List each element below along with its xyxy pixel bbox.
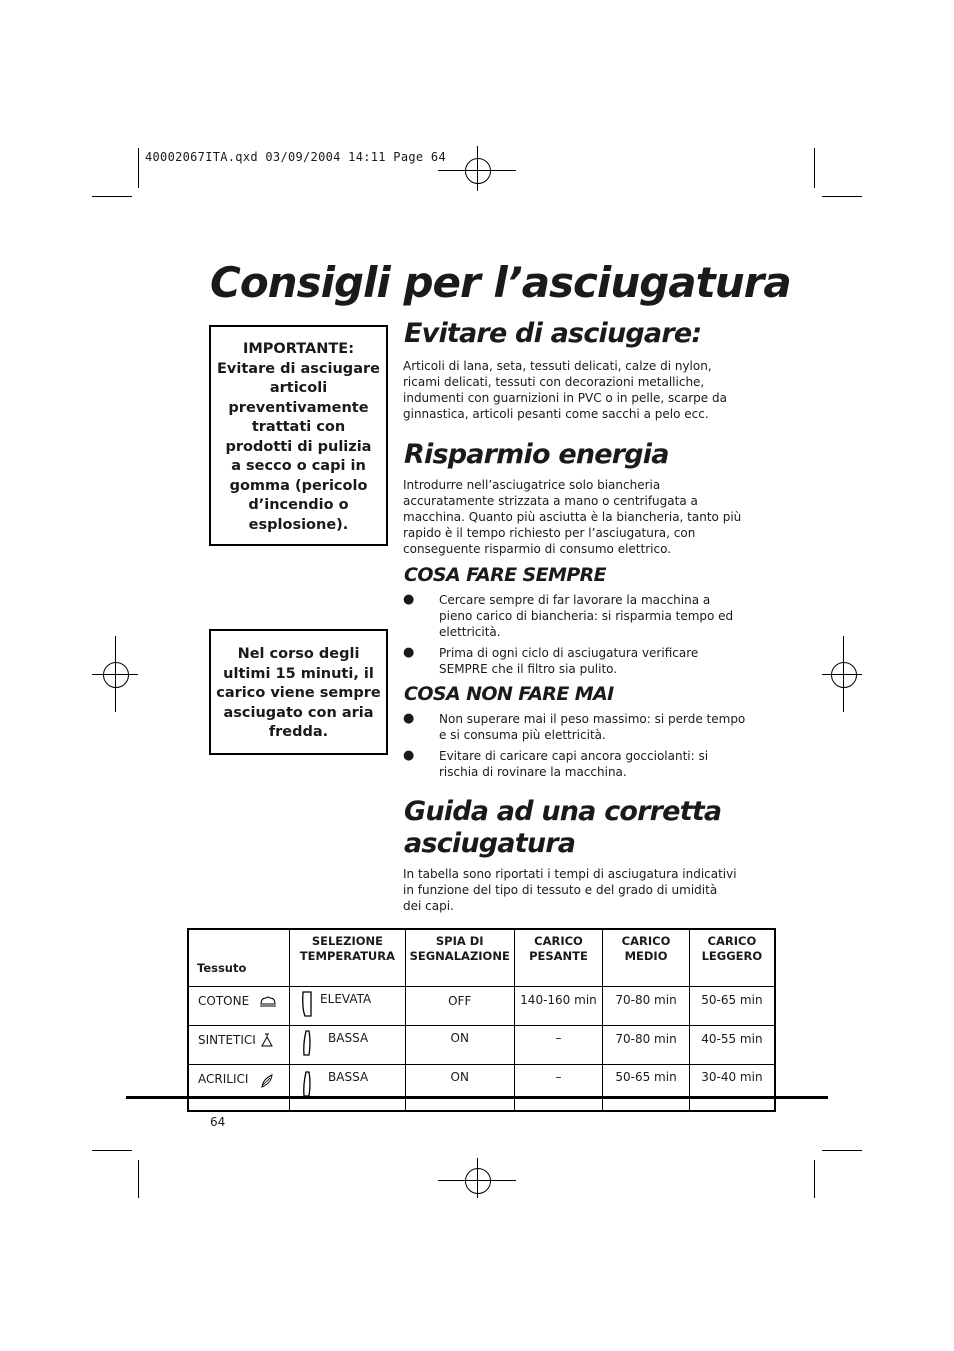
box-line: articoli bbox=[269, 380, 328, 396]
text-line: In tabella sono riportati i tempi di asciugatura indicativi bbox=[403, 867, 737, 881]
crop-mark bbox=[138, 148, 139, 188]
low-temperature-icon bbox=[300, 1071, 314, 1097]
avoid-paragraph bbox=[403, 358, 727, 422]
crop-mark bbox=[92, 1150, 132, 1151]
crop-mark bbox=[822, 1150, 862, 1151]
crop-mark bbox=[822, 196, 862, 197]
text-line: ginnastica, articoli pesanti come sacchi a pelo ecc. bbox=[403, 407, 709, 421]
guide-paragraph bbox=[403, 866, 737, 914]
drying-time-table bbox=[187, 928, 776, 1112]
column-header: SPIA DI SEGNALAZIONE bbox=[405, 929, 514, 987]
footer-rule bbox=[126, 1096, 828, 1099]
table-row bbox=[188, 1065, 775, 1112]
guide-heading bbox=[404, 796, 721, 860]
synthetic-care-icon bbox=[259, 1032, 275, 1048]
box-line: d’incendio o bbox=[248, 497, 349, 513]
box-line: gomma (pericolo bbox=[229, 477, 368, 494]
fabric-cell: SINTETICI bbox=[188, 1026, 290, 1065]
page-title: Consigli per l’asciugatura bbox=[210, 258, 791, 307]
crop-mark bbox=[814, 1160, 815, 1198]
fabric-cell: COTONE bbox=[188, 987, 290, 1026]
light-load-cell: 50-65 min bbox=[689, 987, 775, 1026]
table-row bbox=[188, 987, 775, 1026]
heading-line: asciugatura bbox=[404, 828, 576, 859]
text-line: Introdurre nell’asciugatrice solo biancheria bbox=[403, 478, 661, 492]
text-line: rapido è il tempo richiesto per l’asciugatura, con bbox=[403, 526, 696, 540]
light-load-cell: 30-40 min bbox=[689, 1065, 775, 1112]
box-line: Evitare di asciugare bbox=[217, 360, 380, 377]
box-line: asciugato con aria bbox=[223, 704, 374, 721]
avoid-heading: Evitare di asciugare: bbox=[404, 318, 702, 349]
never-heading: COSA NON FARE MAI bbox=[404, 683, 614, 705]
box-line: carico viene sempre bbox=[216, 685, 381, 701]
box-line: a secco o capi in bbox=[231, 458, 366, 474]
text-line: Cercare sempre di far lavorare la macchina a bbox=[439, 593, 711, 607]
column-header: CARICO MEDIO bbox=[603, 929, 690, 987]
acrylic-care-icon bbox=[259, 1073, 275, 1089]
lamp-cell: ON bbox=[405, 1065, 514, 1112]
text-line: Evitare di caricare capi ancora gocciolanti: si bbox=[439, 749, 709, 763]
text-line: rischia di rovinare la macchina. bbox=[439, 765, 627, 779]
light-load-cell: 40-55 min bbox=[689, 1026, 775, 1065]
lamp-cell: OFF bbox=[405, 987, 514, 1026]
medium-load-cell: 70-80 min bbox=[603, 987, 690, 1026]
medium-load-cell: 70-80 min bbox=[603, 1026, 690, 1065]
box-line: ultimi 15 minuti, il bbox=[223, 665, 374, 682]
temperature-cell: BASSA bbox=[290, 1026, 406, 1065]
column-header: CARICO PESANTE bbox=[514, 929, 603, 987]
text-line: accuratamente strizzata a mano o centrifugata a bbox=[403, 494, 698, 508]
text-line: ricami delicati, tessuti con decorazioni metalliche, bbox=[403, 375, 705, 389]
medium-load-cell: 50-65 min bbox=[603, 1065, 690, 1112]
lamp-cell: ON bbox=[405, 1026, 514, 1065]
column-header: Tessuto bbox=[188, 929, 290, 987]
temperature-cell: BASSA bbox=[290, 1065, 406, 1112]
text-line: Prima di ogni ciclo di asciugatura verificare bbox=[439, 646, 699, 660]
heavy-load-cell: 140-160 min bbox=[514, 987, 603, 1026]
box-line: esplosione). bbox=[248, 516, 349, 533]
text-line: e si consuma più elettricità. bbox=[439, 728, 606, 742]
bullet-icon: ● bbox=[403, 748, 415, 763]
energy-paragraph bbox=[403, 477, 741, 557]
text-line: pieno carico di biancheria: si risparmia tempo ed bbox=[439, 609, 734, 623]
text-line: Non superare mai il peso massimo: si perde tempo bbox=[439, 712, 746, 726]
heavy-load-cell: – bbox=[514, 1065, 603, 1112]
box-line: prodotti di pulizia bbox=[225, 438, 372, 455]
text-line: macchina. Quanto più asciutta è la biancheria, tanto più bbox=[403, 510, 742, 524]
cotton-care-icon bbox=[259, 995, 277, 1009]
text-line: indumenti con guarnizioni in PVC o in pelle, scarpe da bbox=[403, 391, 727, 405]
always-heading: COSA FARE SEMPRE bbox=[404, 564, 607, 586]
column-header: CARICO LEGGERO bbox=[689, 929, 775, 987]
heading-line: Guida ad una corretta bbox=[404, 796, 722, 827]
text-line: dei capi. bbox=[403, 899, 454, 913]
bullet-icon: ● bbox=[403, 592, 415, 607]
page-number: 64 bbox=[210, 1115, 226, 1129]
box-line: preventivamente bbox=[228, 399, 369, 416]
fabric-cell: ACRILICI bbox=[188, 1065, 290, 1112]
high-temperature-icon bbox=[300, 991, 314, 1017]
temperature-cell: ELEVATA bbox=[290, 987, 406, 1026]
crop-mark bbox=[814, 148, 815, 188]
heavy-load-cell: – bbox=[514, 1026, 603, 1065]
box-line: IMPORTANTE: bbox=[242, 341, 354, 357]
table-header-row bbox=[188, 929, 775, 987]
box-line: trattati con bbox=[251, 419, 346, 435]
text-line: Articoli di lana, seta, tessuti delicati, calze di nylon, bbox=[403, 359, 712, 373]
table-row bbox=[188, 1026, 775, 1065]
box-line: Nel corso degli bbox=[237, 646, 360, 662]
text-line: in funzione del tipo di tessuto e del grado di umidità bbox=[403, 883, 718, 897]
important-box bbox=[209, 325, 388, 546]
column-header: SELEZIONE TEMPERATURA bbox=[290, 929, 406, 987]
text-line: elettricità. bbox=[439, 625, 501, 639]
print-header: 40002067ITA.qxd 03/09/2004 14:11 Page 64 bbox=[145, 150, 446, 164]
text-line: SEMPRE che il filtro sia pulito. bbox=[439, 662, 618, 676]
bullet-icon: ● bbox=[403, 645, 415, 660]
box-line: fredda. bbox=[268, 724, 329, 740]
cold-air-box bbox=[209, 629, 388, 755]
low-temperature-icon bbox=[300, 1030, 314, 1056]
energy-heading: Risparmio energia bbox=[404, 439, 669, 470]
bullet-icon: ● bbox=[403, 711, 415, 726]
crop-mark bbox=[138, 1160, 139, 1198]
crop-mark bbox=[92, 196, 132, 197]
text-line: conseguente risparmio di consumo elettrico. bbox=[403, 542, 672, 556]
